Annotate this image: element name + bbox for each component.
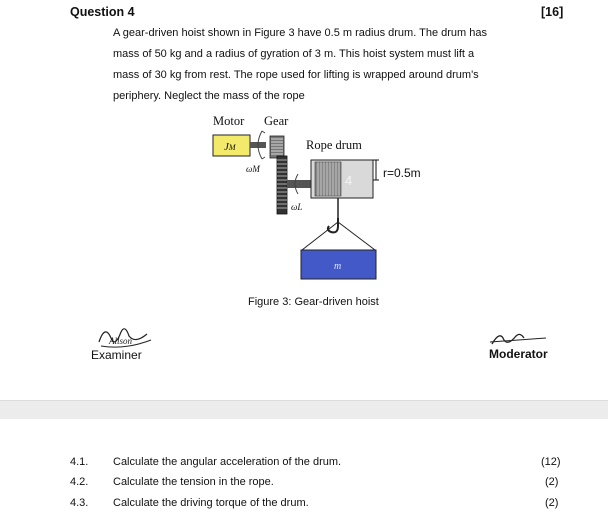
hook-icon xyxy=(328,218,338,232)
figure-caption: Figure 3: Gear-driven hoist xyxy=(248,296,379,308)
page-2 xyxy=(0,419,608,518)
motor-label: Motor xyxy=(213,114,245,128)
question-paragraph-line-1: A gear-driven hoist shown in Figure 3 have 0.5 m radius drum. The drum has xyxy=(113,27,487,39)
mass-label: m xyxy=(334,261,342,272)
question-total-marks: [16] xyxy=(541,5,564,19)
subquestion-text: Calculate the tension in the rope. xyxy=(113,476,274,488)
drum-shaft xyxy=(287,180,311,188)
subquestion-text: Calculate the angular acceleration of the drum. xyxy=(113,456,342,468)
moderator-label: Moderator xyxy=(489,347,548,361)
omega-m-label: ωM xyxy=(246,164,260,174)
subquestion-number: 4.2. xyxy=(70,476,89,488)
radius-label: r=0.5m xyxy=(383,166,421,180)
page-break-gap xyxy=(0,400,608,420)
subquestion-number: 4.1. xyxy=(70,456,89,468)
large-gear xyxy=(277,156,287,214)
question-heading: Question 4 xyxy=(70,5,135,19)
drum-watermark-icon: 4 xyxy=(345,173,353,188)
motor-jm-label: JM xyxy=(224,141,236,153)
subquestion-marks: (12) xyxy=(541,456,561,468)
examiner-signature-text: Allson xyxy=(109,336,133,346)
subquestion-marks: (2) xyxy=(545,476,559,488)
sling-left xyxy=(302,222,338,250)
subquestion-marks: (2) xyxy=(545,497,559,509)
omega-l-label: ωL xyxy=(291,202,303,212)
question-paragraph-line-2: mass of 50 kg and a radius of gyration of 3 m. This hoist system must lift a xyxy=(113,48,475,60)
question-paragraph-line-4: periphery. Neglect the mass of the rope xyxy=(113,90,305,102)
question-paragraph-line-3: mass of 30 kg from rest. The rope used for lifting is wrapped around drum's xyxy=(113,69,479,81)
rope-wrap xyxy=(315,162,341,196)
rope-drum-label: Rope drum xyxy=(306,138,362,152)
examiner-label: Examiner xyxy=(91,348,142,362)
subquestion-number: 4.3. xyxy=(70,497,89,509)
subquestion-text: Calculate the driving torque of the drum. xyxy=(113,497,309,509)
sling-right xyxy=(338,222,375,250)
gear-label: Gear xyxy=(264,114,289,128)
